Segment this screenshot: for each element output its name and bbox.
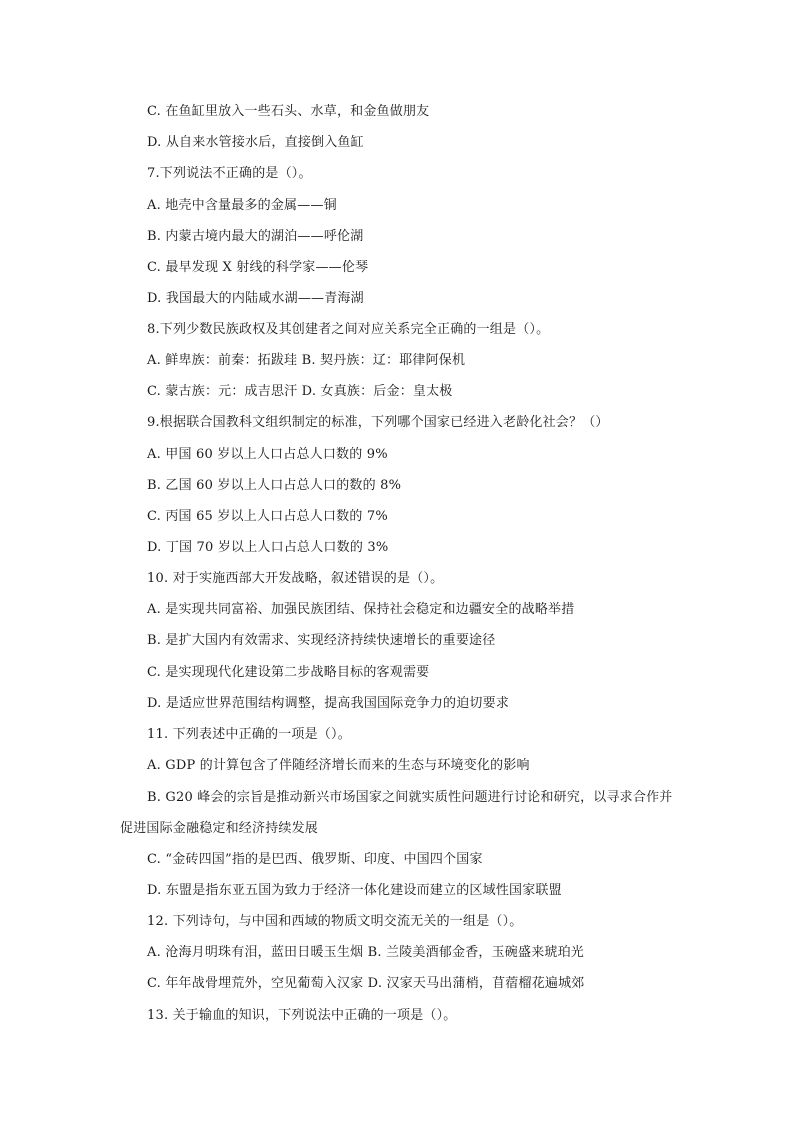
- option-d-q6: D. 从自来水管接水后，直接倒入鱼缸: [147, 135, 364, 150]
- options-cd-q8: C. 蒙古族：元：成吉思汗 D. 女真族：后金：皇太极: [147, 384, 453, 399]
- question-12: 12. 下列诗句，与中国和西域的物质文明交流无关的一组是（）。: [147, 914, 523, 929]
- option-a-q9: A. 甲国 60 岁以上人口占总人口数的 9%: [147, 447, 388, 462]
- option-c-q7: C. 最早发现 X 射线的科学家——伦琴: [147, 260, 369, 275]
- option-a-q11: A. GDP 的计算包含了伴随经济增长而来的生态与环境变化的影响: [147, 758, 530, 773]
- question-10: 10. 对于实施西部大开发战略，叙述错误的是（）。: [147, 571, 444, 586]
- option-c-q6: C. 在鱼缸里放入一些石头、水草，和金鱼做朋友: [147, 104, 430, 119]
- question-7: 7.下列说法不正确的是（）。: [147, 166, 312, 181]
- question-13: 13. 关于输血的知识，下列说法中正确的一项是（）。: [147, 1008, 457, 1023]
- option-d-q9: D. 丁国 70 岁以上人口占总人口数的 3%: [147, 540, 389, 555]
- option-d-q11: D. 东盟是指东亚五国为致力于经济一体化建设而建立的区域性国家联盟: [147, 883, 562, 898]
- option-b-q10: B. 是扩大国内有效需求、实现经济持续快速增长的重要途径: [147, 633, 496, 648]
- options-ab-q8: A. 鲜卑族：前秦：拓跋珪 B. 契丹族：辽：耶律阿保机: [147, 353, 466, 368]
- option-a-q10: A. 是实现共同富裕、加强民族团结、保持社会稳定和边疆安全的战略举措: [147, 602, 575, 617]
- option-b-q7: B. 内蒙古境内最大的湖泊——呼伦湖: [147, 229, 364, 244]
- option-c-q10: C. 是实现现代化建设第二步战略目标的客观需要: [147, 665, 430, 680]
- option-d-q7: D. 我国最大的内陆咸水湖——青海湖: [147, 291, 364, 306]
- question-9: 9.根据联合国教科文组织制定的标准，下列哪个国家已经进入老龄化社会？（）: [147, 415, 609, 430]
- option-d-q10: D. 是适应世界范围结构调整，提高我国国际竞争力的迫切要求: [147, 696, 510, 711]
- option-a-q7: A. 地壳中含量最多的金属——铜: [147, 198, 337, 213]
- question-11: 11. 下列表述中正确的一项是（）。: [147, 727, 351, 742]
- option-b-q9: B. 乙国 60 岁以上人口占总人口的数的 8%: [147, 478, 402, 493]
- option-c-q9: C. 丙国 65 岁以上人口占总人口数的 7%: [147, 509, 388, 524]
- option-b-q11: [120, 782, 675, 844]
- question-8: 8.下列少数民族政权及其创建者之间对应关系完全正确的一组是（）。: [147, 322, 550, 337]
- option-b-q11-text: B. G20 峰会的宗旨是推动新兴市场国家之间就实质性问题进行讨论和研究，以寻求合作并促进国际金融稳定和经济持续发展: [120, 790, 673, 836]
- option-c-q11: C. “金砖四国”指的是巴西、俄罗斯、印度、中国四个国家: [147, 852, 483, 867]
- options-cd-q12: C. 年年战骨埋荒外，空见葡萄入汉家 D. 汉家天马出蒲梢，苜蓿榴花遍城郊: [147, 976, 585, 991]
- options-ab-q12: A. 沧海月明珠有泪，蓝田日暖玉生烟 B. 兰陵美酒郁金香，玉碗盛来琥珀光: [147, 945, 585, 960]
